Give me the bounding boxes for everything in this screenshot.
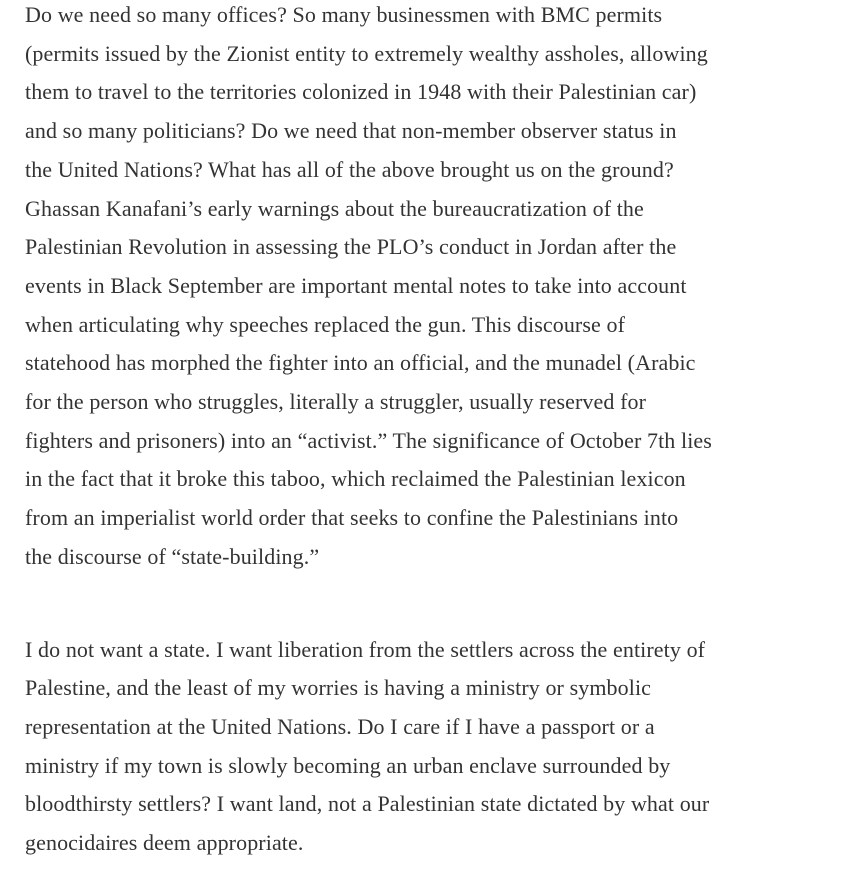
text-line: ministry if my town is slowly becoming an urban enclave surrounded by [25,752,671,778]
paragraph [25,0,840,577]
text-line: them to travel to the territories colonized in 1948 with their Palestinian car) [25,79,697,105]
text-line: events in Black September are important mental notes to take into account [25,272,687,298]
text-line: (permits issued by the Zionist entity to extremely wealthy assholes, allowing [25,40,708,66]
text-line: Palestine, and the least of my worries is having a ministry or symbolic [25,675,652,701]
text-line: and so many politicians? Do we need that non-member observer status in [25,118,677,144]
text-line: Palestinian Revolution in assessing the PLO’s conduct in Jordan after the [25,234,677,260]
text-line: representation at the United Nations. Do I care if I have a passport or a [25,713,655,739]
text-line: the discourse of “state-building.” [25,543,320,569]
text-line: I do not want a state. I want liberation from the settlers across the entirety of [25,636,706,662]
text-line: when articulating why speeches replaced the gun. This discourse of [25,311,626,337]
text-line: from an imperialist world order that seeks to confine the Palestinians into [25,505,679,531]
text-line: Do we need so many offices? So many businessmen with BMC permits [25,2,663,27]
text-line: statehood has morphed the fighter into an official, and the munadel (Arabic [25,350,696,376]
text-line: for the person who struggles, literally a struggler, usually reserved for [25,389,647,415]
text-line: bloodthirsty settlers? I want land, not a Palestinian state dictated by what our [25,791,710,817]
text-line: in the fact that it broke this taboo, which reclaimed the Palestinian lexicon [25,466,686,492]
text-line: the United Nations? What has all of the above brought us on the ground? [25,156,674,182]
paragraph [25,631,840,863]
text-line: genocidaires deem appropriate. [25,830,304,856]
text-line: fighters and prisoners) into an “activist.” The significance of October 7th lies [25,427,712,453]
text-line: Ghassan Kanafani’s early warnings about the bureaucratization of the [25,195,644,221]
